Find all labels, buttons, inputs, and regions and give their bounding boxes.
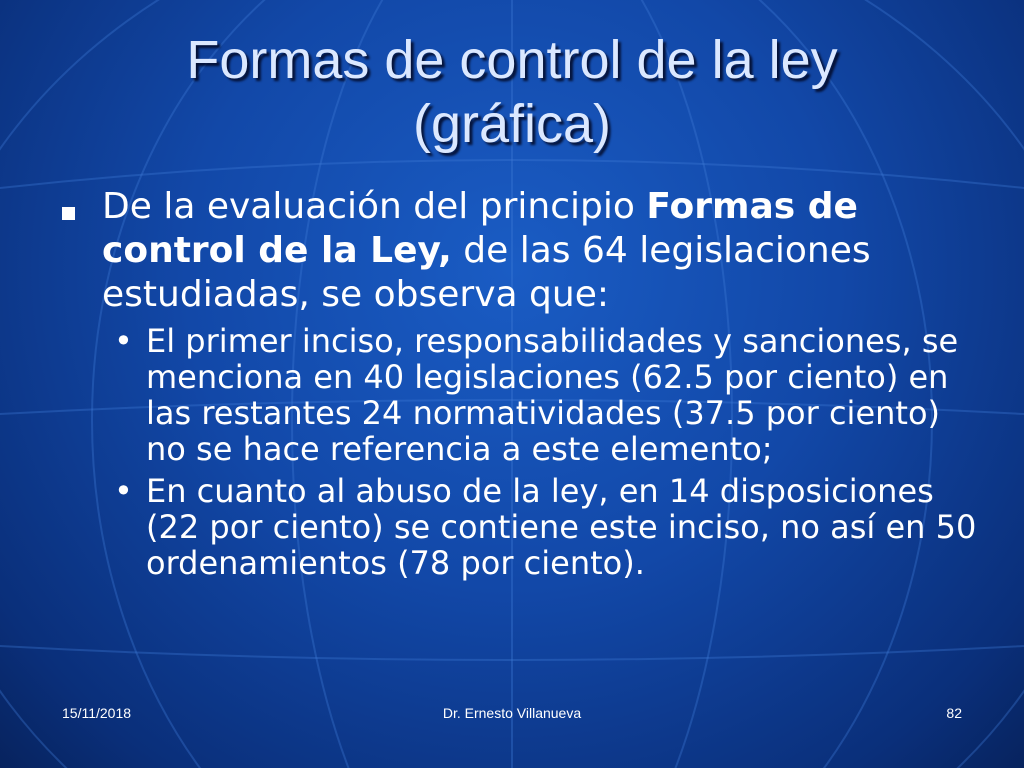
main-bullet-rest: de las 64 legislaciones estudiadas, se observa que: bbox=[102, 230, 871, 315]
sub-bullet-text: El primer inciso, responsabilidades y sanciones, se menciona en 40 legislaciones (62.5 por ciento) en las restantes 24 normatividades (37.5 por ciento) no se hace referencia a este elemento; bbox=[146, 322, 959, 468]
main-bullet-bold: Formas de control de la Ley, bbox=[102, 186, 858, 271]
slide-title-line2: (gráfica) bbox=[412, 94, 612, 154]
round-bullet-icon: • bbox=[114, 322, 133, 360]
slide-content bbox=[58, 185, 978, 587]
footer-author: Dr. Ernesto Villanueva bbox=[442, 705, 582, 721]
sub-bullet-item bbox=[114, 323, 978, 467]
footer-date: 15/11/2018 bbox=[62, 705, 132, 721]
round-bullet-icon: • bbox=[114, 472, 133, 510]
footer-page-number: 82 bbox=[946, 705, 962, 721]
main-bullet bbox=[58, 185, 978, 317]
slide-title bbox=[40, 28, 984, 156]
slide-title-line1: Formas de control de la ley bbox=[186, 30, 838, 90]
main-bullet-intro: De la evaluación del principio bbox=[102, 186, 647, 227]
sub-bullet-list bbox=[58, 323, 978, 581]
square-bullet-icon bbox=[62, 207, 75, 220]
sub-bullet-text: En cuanto al abuso de la ley, en 14 disposiciones (22 por ciento) se contiene este inciso, no así en 50 ordenamientos (78 por ciento). bbox=[146, 472, 977, 582]
sub-bullet-item bbox=[114, 473, 978, 581]
